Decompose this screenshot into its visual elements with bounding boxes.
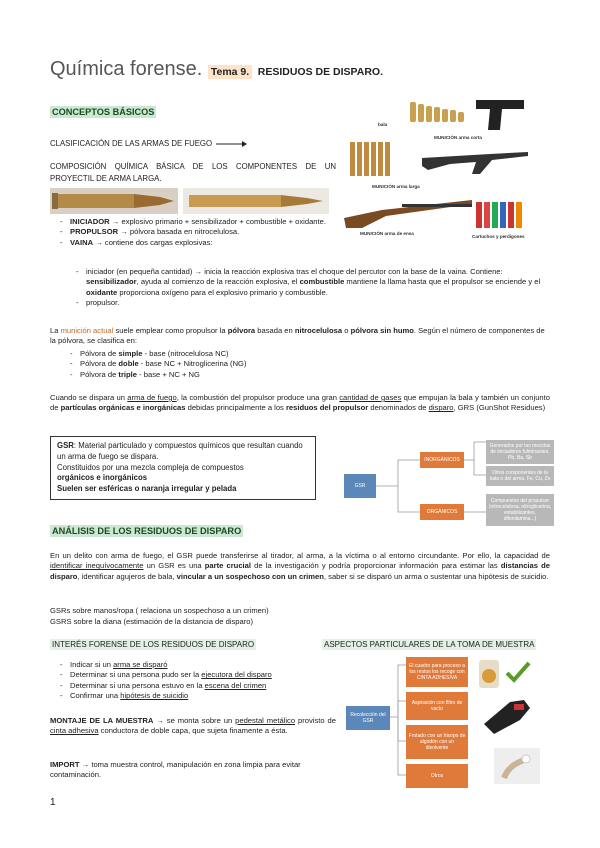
cartridge-image-1 — [50, 188, 178, 214]
diagram-desc-3: Compuestos del propulsor (nitrocelulosa, nitroglicerina, estabilizantes, difenilamina...) — [486, 494, 554, 526]
item-vaina: - VAINA → contiene dos cargas explosivas: — [58, 238, 338, 248]
clasificacion-label: CLASIFICACIÓN DE LAS ARMAS DE FUEGO — [50, 139, 213, 148]
polvora-doble: - Pólvora de doble - base NC + Nitroglicerina (NG) — [68, 359, 368, 369]
rifle-rounds-image — [348, 138, 402, 178]
gsr-manos: GSRs sobre manos/ropa ( relaciona un sospechoso a un crimen) — [50, 606, 269, 615]
arrow-right-icon — [214, 140, 248, 148]
import-paragraph: IMPORT → toma muestra control, manipulación en zona limpia para evitar contaminación. — [50, 760, 301, 780]
title-sub: RESIDUOS DE DISPARO. — [257, 66, 383, 78]
caption-municion-corta: MUNICIÓN arma corta — [434, 135, 482, 140]
section-heading-interes: INTERÉS FORENSE DE LOS RESIDUOS DE DISPARO — [52, 640, 255, 649]
caption-bala: bala — [378, 122, 388, 127]
pistol-image — [472, 94, 528, 132]
shells-image — [474, 198, 530, 230]
componentes-list — [58, 217, 338, 248]
interes-list — [58, 660, 328, 702]
interes-item-1: - Indicar si un arma se disparó — [58, 660, 328, 670]
title-tema: Tema 9. — [208, 65, 252, 79]
diagram-desc-2: Otros componentes de la bala o del arma. Fe, Cu, Zn — [486, 466, 554, 486]
vaina-sublist — [74, 267, 550, 309]
interes-item-2: - Determinar si una persona pudo ser la ejecutora del disparo — [58, 670, 328, 680]
subitem-iniciador: - iniciador (en pequeña cantidad) → inicia la reacción explosiva tras el choque del percutor con la base de la vaina. Contiene: sensibilizador, ayuda al comienzo de la reacción explosiva, el combustible mantiene la llama hasta que el propulsor se enciende y el oxidante proporciona oxígeno para el explosivo primario y combustible. — [74, 267, 550, 298]
section-heading-aspectos: ASPECTOS PARTICULARES DE LA TOMA DE MUESTRA — [324, 640, 535, 649]
municion-paragraph: La munición actual suele emplear como propulsor la pólvora basada en nitrocelulosa o pólvora sin humo. Según el número de componentes de la pólvora, se clasifica en: — [50, 326, 545, 346]
vacuum-image — [480, 694, 534, 736]
aspectos-root: Recolección del GSR — [346, 706, 390, 730]
diagram-organicos: ORGÁNICOS — [420, 504, 464, 520]
check-mark-icon — [504, 660, 532, 684]
disparo-paragraph: Cuando se dispara un arma de fuego, la combustión del propulsor produce una gran cantidad de gases que empujan la bala y también un conjunto de partículas orgánicas e inorgánicas debidas principalmente a los residuos del propulsor denominados de disparo, GRS (GunShot Residues) — [50, 393, 550, 413]
caption-cartuchos: Cartuchos y perdigones — [472, 234, 525, 239]
title-main: Química forense. — [50, 58, 203, 80]
diagram-gsr-root: GSR — [344, 474, 376, 498]
gsr-def-line2: Constituidos por una mezcla compleja de compuestos — [57, 462, 244, 472]
interes-item-3: - Determinar si una persona estuvo en la escena del crimen — [58, 681, 328, 691]
polvora-simple: - Pólvora de simple - base (nitrocelulosa NC) — [68, 349, 368, 359]
tape-stub-image — [476, 656, 502, 692]
composicion-text: COMPOSICIÓN QUÍMICA BÁSICA DE LOS COMPONENTES DE UN PROYECTIL DE ARMA LARGA. — [50, 162, 336, 183]
interes-item-4: - Confirmar una hipótesis de suicidio — [58, 691, 328, 701]
clasificacion-text — [50, 139, 248, 149]
page-number: 1 — [50, 797, 56, 808]
item-propulsor: - PROPULSOR → pólvora basada en nitrocelulosa. — [58, 227, 338, 237]
analisis-paragraph: En un delito con arma de fuego, el GSR puede transferirse al tirador, al arma, a la víctima o al entorno circundante. Por ello, la capacidad de identificar inequívocamente un GSR es una parte crucial de la investigación y podría proporcionar información para estimar las distancias de disparo, identificar agujeros de bala, vincular a un sospechoso con un crimen, saber si se disparó un arma o sustentar una hipótesis de suicidio. — [50, 551, 550, 581]
gsr-definition-box — [50, 436, 316, 500]
subitem-propulsor: - propulsor. — [74, 298, 550, 308]
diagram-inorganicos: INORGÁNICOS — [420, 452, 464, 468]
page-title — [50, 58, 383, 81]
cartridge-image-2 — [183, 188, 329, 214]
polvora-triple: - Pólvora de triple - base + NC + NG — [68, 370, 368, 380]
shotgun-image — [342, 194, 474, 230]
aspectos-box-4: Otros — [406, 764, 468, 788]
aspectos-box-2: Aspiración con filtro de vacío — [406, 692, 468, 720]
caption-municion-ensa: MUNICIÓN arma de ensa — [360, 231, 414, 236]
polvora-list — [68, 349, 368, 380]
gsr-def-line3: orgánicos e inorgánicos — [57, 473, 148, 483]
gsr-def-line1: GSR: Material particulado y compuestos químicos que resultan cuando un arma de fuego se dispara. — [57, 441, 303, 461]
item-iniciador: - INICIADOR → explosivo primario + sensibilizador + combustible + oxidante. — [58, 217, 338, 227]
aspectos-box-3: Frotado con un hisopo de algodón con un disolvente — [406, 725, 468, 759]
bullets-image — [408, 96, 472, 124]
gsr-diana: GSRS sobre la diana (estimación de la distancia de disparo) — [50, 617, 254, 626]
section-heading-conceptos: CONCEPTOS BÁSICOS — [52, 107, 155, 117]
aspectos-box-1: El cuadro para proceso a los restos los recoge con CINTA ADHESIVA — [406, 657, 468, 687]
weapons-collage — [360, 90, 558, 250]
section-heading-analisis: ANÁLISIS DE LOS RESIDUOS DE DISPARO — [52, 526, 242, 536]
rifle-image — [420, 144, 530, 178]
montaje-paragraph: MONTAJE DE LA MUESTRA → se monta sobre un pedestal metálico provisto de cinta adhesiva conductora de doble capa, que sujeta finamente a ésta. — [50, 716, 336, 736]
gsr-def-line4: Suelen ser esféricas o naranja irregular y pelada — [57, 484, 237, 494]
caption-municion-larga: MUNICIÓN arma larga — [372, 184, 420, 189]
diagram-desc-1: Generados por las mezclas de iniciadores fulminantes. Pb, Ba, Sb — [486, 440, 554, 464]
swab-image — [494, 748, 540, 784]
